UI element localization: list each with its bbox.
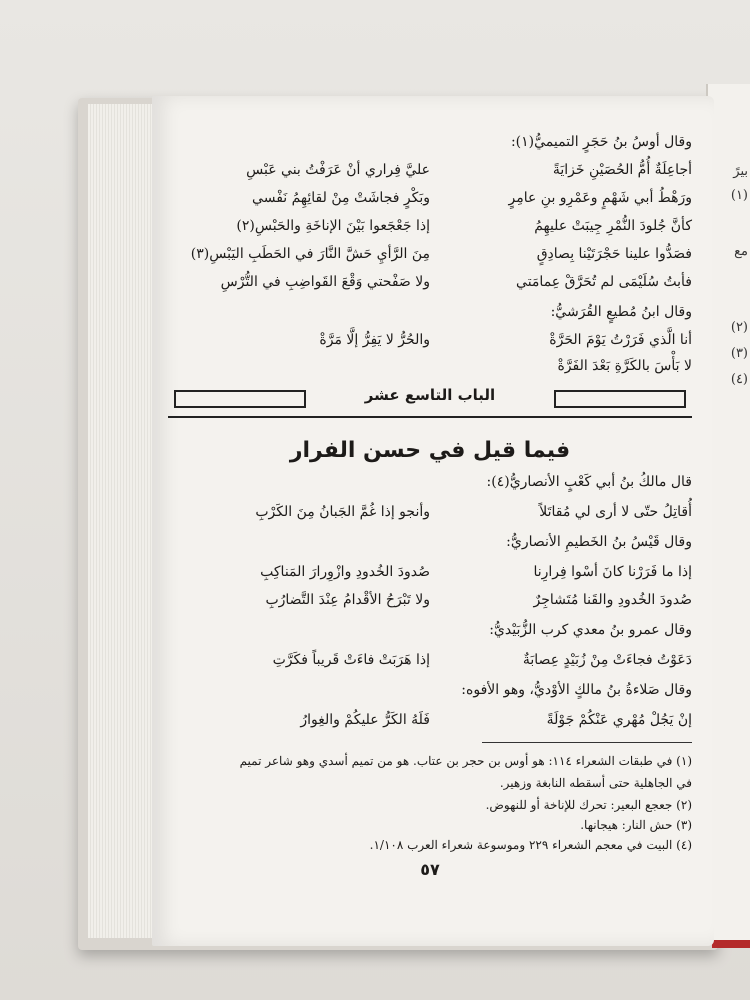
footnote-rule — [482, 742, 692, 743]
verse-first-hemistich: كأنَّ جُلودَ النُّمْرِ جِيبَتْ عليهِمُ — [534, 218, 692, 234]
footnote: (٣) حش النار: هيجانها. — [580, 818, 692, 832]
verse-second-hemistich: عليَّ فِراري أنْ عَرَفْتُ بني عَبْسِ — [246, 162, 430, 178]
verse-second-hemistich: ولا صَفْحتي وَقْعَ القَواضِبِ في التُّرْسِ — [220, 274, 430, 290]
footnote: في الجاهلية حتى أسقطه النابغة وزهير. — [499, 776, 692, 790]
verse-first-hemistich: إنْ يَجُلْ مُهْري عَنْكُمْ جَوْلَةً — [546, 712, 692, 728]
poet-intro: وقال صَلاءةُ بنُ مالكٍ الأوْديُّ، وهو الأفوه: — [461, 682, 692, 698]
poet-intro: وقال أوسُ بنُ حَجَرٍ التميميُّ(١): — [510, 134, 692, 150]
footnote: (٤) البيت في معجم الشعراء ٢٢٩ وموسوعة شعراء العرب ١/١٠٨. — [369, 838, 692, 852]
poet-intro: وقال قَيْسُ بنُ الخَطيمِ الأنصاريُّ: — [506, 534, 692, 550]
verse-second-hemistich: وأنجو إذا غُمَّ الجَبانُ مِنَ الكَرْبِ — [255, 504, 430, 520]
verse-line: لا بَأْسَ بالكَرَّةِ بَعْدَ الفَرَّةْ — [557, 358, 692, 374]
next-page-fragment: (٤) — [730, 372, 748, 387]
verse-second-hemistich: والحُرُّ لا يَفِرُّ إلَّا مَرَّةْ — [319, 332, 430, 348]
page-number: ٥٧ — [420, 860, 440, 879]
chapter-ornament-box — [174, 390, 306, 408]
verse-second-hemistich: وبَكْرٍ فجاشَتْ مِنْ لقائِهِمُ نَفْسي — [252, 190, 430, 206]
verse-first-hemistich: أُقاتِلُ حتّى لا أرى لي مُقاتَلاً — [539, 504, 692, 520]
page-content — [168, 112, 692, 932]
verse-first-hemistich: فصَدُّوا علينا حَجْرَتَيْنا بِصادِقٍ — [536, 246, 692, 262]
verse-first-hemistich: فأبتُ سُلَيْمَى لم تُحَرَّقْ عِمامَتي — [516, 274, 692, 290]
next-page-fragment: (٣) — [730, 346, 748, 361]
footnote: (١) في طبقات الشعراء ١١٤: هو أوس بن حجر بن عتاب. هو من تميم أسدي وهو شاعر تميم — [239, 754, 692, 768]
page-edges — [88, 104, 158, 938]
verse-second-hemistich: ولا تَبْرَحُ الأقْدامُ عِنْدَ التَّضارُبِ — [265, 592, 430, 608]
poet-intro: وقال ابنُ مُطيعٍ القُرَشيُّ: — [550, 304, 692, 320]
next-page-fragment: مع — [734, 244, 748, 259]
verse-second-hemistich: إذا هَرَبَتْ فاءَتْ قَريباً فكَرَّتِ — [272, 652, 430, 668]
section-title: فيما قيل في حسن الفرار — [289, 438, 571, 463]
next-page-fragment: بيرً — [733, 164, 748, 179]
verse-second-hemistich: مِنَ الرَّأيِ حَشَّ النَّارَ في الحَطَبِ اليَبْسِ(٣) — [190, 246, 430, 262]
verse-second-hemistich: إذا جَعْجَعوا بَيْنَ الإناخَةِ والحَبْسِ(٢) — [236, 218, 430, 234]
poet-intro: وقال عمرو بنُ معدي كرب الزُّبَيْديُّ: — [489, 622, 692, 638]
book-red-edge — [712, 940, 750, 948]
next-page-fragment: (٢) — [730, 320, 748, 335]
chapter-rule — [168, 416, 692, 418]
chapter-header — [168, 386, 692, 412]
verse-first-hemistich: دَعَوْتُ فجاءَتْ مِنْ زُبَيْدٍ عِصابَةٌ — [522, 652, 692, 668]
verse-first-hemistich: أنا الَّذي فَرَرْتُ يَوْمَ الحَرَّةْ — [549, 332, 692, 348]
verse-second-hemistich: صُدودَ الخُدودِ وازْوِرارَ المَناكِبِ — [260, 564, 430, 580]
verse-first-hemistich: صُدودَ الخُدودِ والقَنا مُتَشاجِرٌ — [533, 592, 692, 608]
verse-second-hemistich: فَلَهُ الكَرُّ عليكُمْ والغِوارُ — [300, 712, 430, 728]
next-page-fragment: (١) — [730, 188, 748, 203]
verse-first-hemistich: إذا ما فَرَرْنا كانَ أسْوا فِرارِنا — [533, 564, 692, 580]
verse-first-hemistich: ورَهْطُ أبي شَهْمٍ وعَمْرِو بنِ عامِرٍ — [508, 190, 692, 206]
poet-intro: قال مالكُ بنُ أبي كَعْبٍ الأنصاريُّ(٤): — [486, 474, 692, 490]
chapter-title: الباب التاسع عشر — [364, 386, 496, 404]
footnote: (٢) جعجع البعير: تحرك للإناخة أو للنهوض. — [485, 798, 692, 812]
verse-first-hemistich: أجاعِلَةٌ أُمُّ الحُصَيْنِ خَزايَةً — [552, 162, 692, 178]
